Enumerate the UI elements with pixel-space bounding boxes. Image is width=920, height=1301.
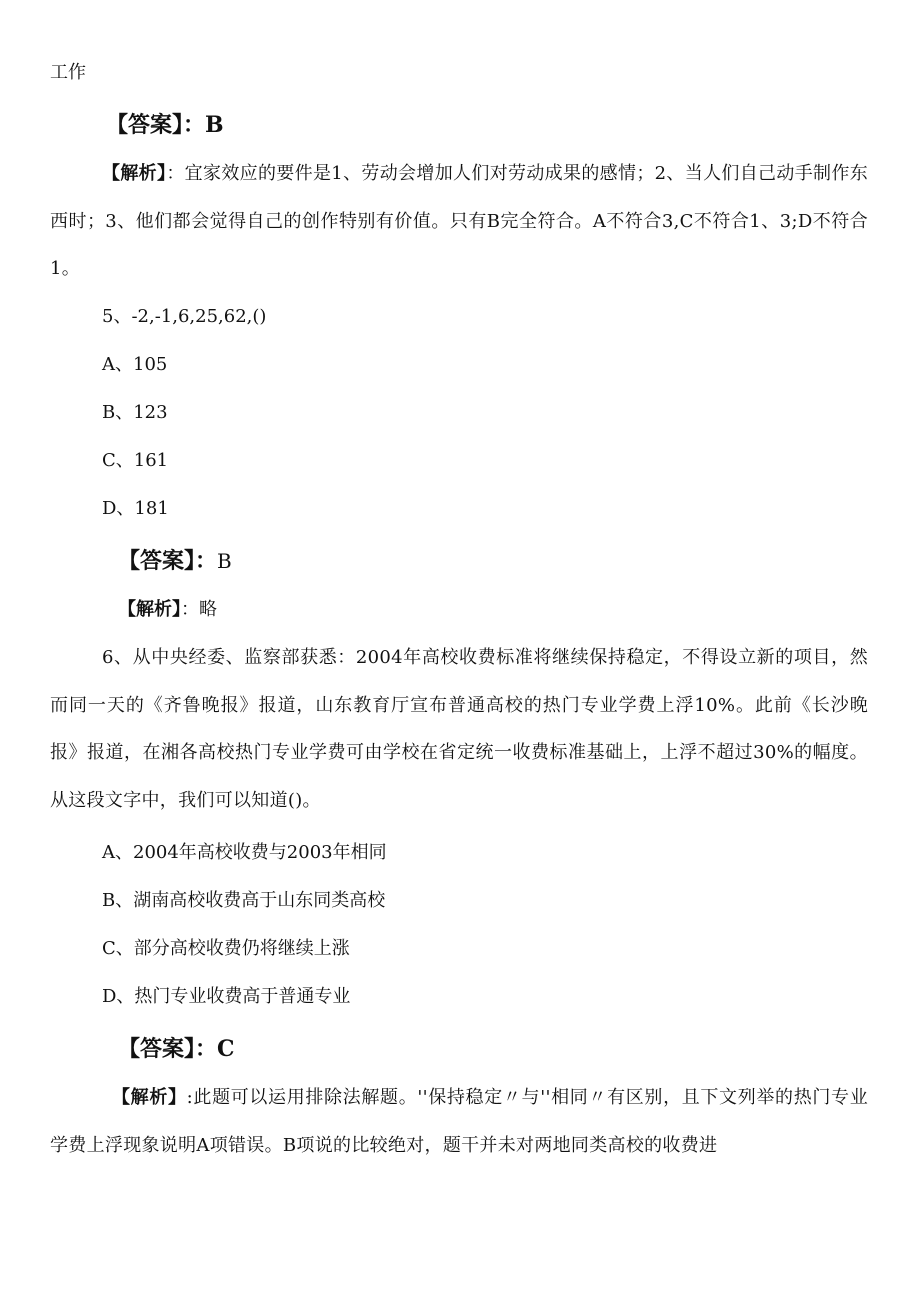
q6-answer [118,1036,235,1063]
q4-answer-label: 【答案】： [106,113,206,138]
q6-answer-value: C [217,1036,235,1062]
q6-option-a: A、2004年高校收费与2003年相同 [102,842,387,863]
q5-explanation-text: ：略 [181,599,217,620]
q6-explanation [50,1074,868,1169]
q6-explanation-text: :此题可以运用排除法解题。''保持稳定〃与''相同〃有区别，且下文列举的热门专业学费上浮现象说明A项错误。B项说的比较绝对，题干并未对两地同类高校的收费进 [50,1087,869,1156]
q4-explanation [50,150,868,293]
q5-explanation-label: 【解析】 [118,599,181,620]
q5-answer-value: B [217,549,232,573]
q6-answer-label: 【答案】： [118,1037,218,1062]
q4-explanation-text: ：宜家效应的要件是1、劳动会增加人们对劳动成果的感情；2、当人们自己动手制作东西时；3、他们都会觉得自己的创作特别有价值。只有B完全符合。A不符合3,C不符合1、3;D不符合1。 [50,163,868,279]
q6-question: 6、从中央经委、监察部获悉：2004年高校收费标准将继续保持稳定，不得设立新的项目，然而同一天的《齐鲁晚报》报道，山东教育厅宣布普通高校的热门专业学费上浮10%。此前《长沙晚报》报道，在湘各高校热门专业学费可由学校在省定统一收费标准基础上，上浮不超过30%的幅度。从这段文字中，我们可以知道()。 [50,647,868,811]
q5-option-a: A、105 [102,354,168,375]
q4-answer [106,112,224,139]
q5-question: 5、-2,-1,6,25,62,() [102,306,267,327]
q6-option-c: C、部分高校收费仍将继续上涨 [102,938,350,959]
q4-answer-value: B [205,112,224,138]
q6-option-d: D、热门专业收费高于普通专业 [102,986,351,1007]
q6-explanation-label: 【解析】 [112,1087,187,1108]
header-fragment: 工作 [50,62,86,83]
q5-answer [118,548,232,575]
q5-answer-label: 【答案】： [118,549,218,574]
q5-option-d: D、181 [102,498,169,519]
q5-explanation [118,597,217,623]
q6-option-b: B、湖南高校收费高于山东同类高校 [102,890,386,911]
q4-explanation-label: 【解析】 [102,163,167,184]
q5-option-c: C、161 [102,450,169,471]
q5-option-b: B、123 [102,402,168,423]
